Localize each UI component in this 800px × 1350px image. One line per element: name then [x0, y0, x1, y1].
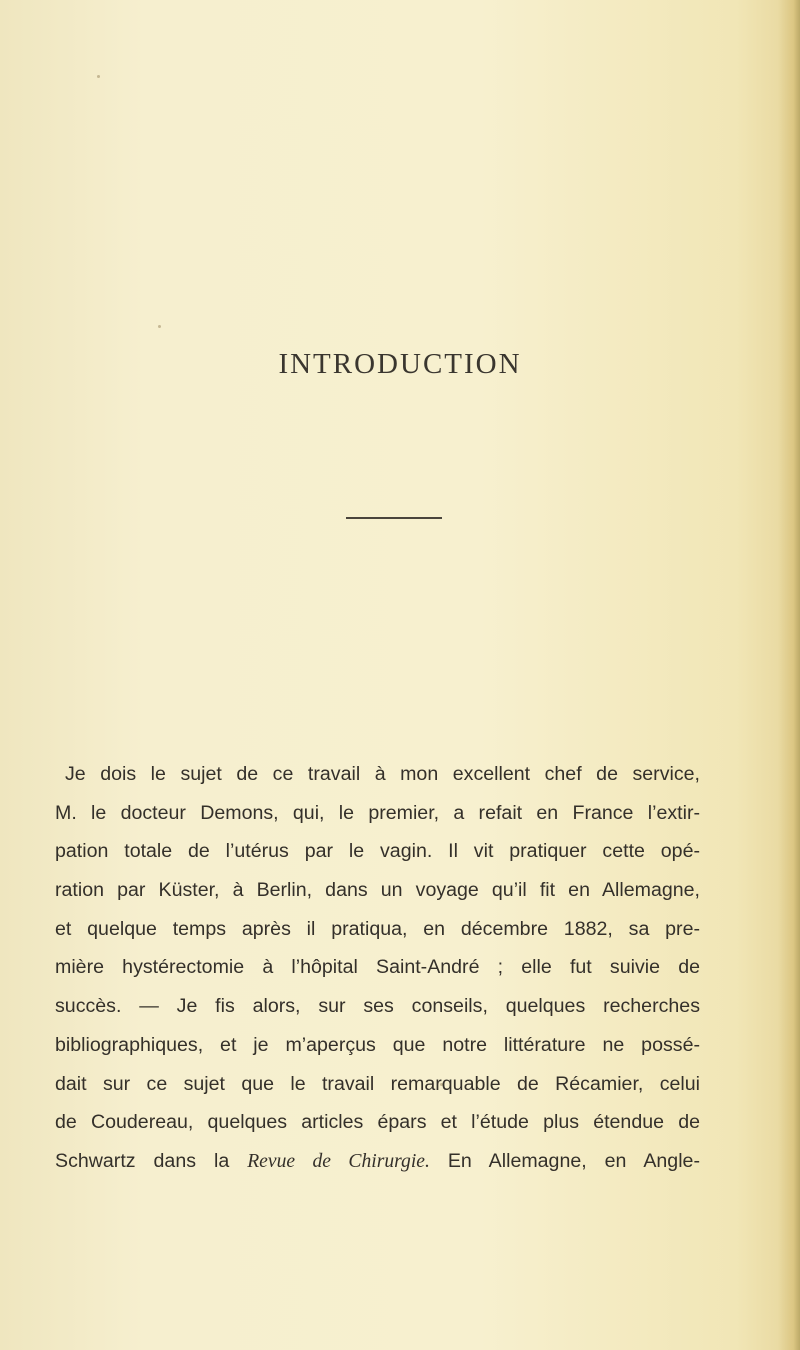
paragraph-line: bibliographiques, et je m’aperçus que notre littérature ne possé-: [55, 1033, 700, 1056]
page-title: INTRODUCTION: [278, 348, 522, 380]
paragraph-line: de Coudereau, quelques articles épars et l’étude plus étendue de: [55, 1111, 700, 1134]
paragraph-line: succès. — Je fis alors, sur ses conseils, quelques recherches: [55, 995, 700, 1018]
body-paragraph: [55, 755, 700, 1181]
paragraph-line: mière hystérectomie à l’hôpital Saint-André ; elle fut suivie de: [55, 956, 700, 979]
paper-speck: [158, 325, 161, 328]
paragraph-line: et quelque temps après il pratiqua, en décembre 1882, sa pre-: [55, 917, 700, 940]
paragraph-line: Je dois le sujet de ce travail à mon excellent chef de service,: [65, 763, 700, 785]
paragraph-line: M. le docteur Demons, qui, le premier, a refait en France l’extir-: [55, 801, 700, 824]
title-divider: [346, 517, 442, 519]
journal-title: Revue de Chirurgie.: [247, 1150, 430, 1172]
paragraph-line: dait sur ce sujet que le travail remarquable de Récamier, celui: [55, 1072, 700, 1095]
last-line-text-after: En Allemagne, en Angle-: [429, 1149, 700, 1172]
page-edge-shadow: [778, 0, 800, 1350]
paragraph-line: ration par Küster, à Berlin, dans un voyage qu’il fit en Allemagne,: [55, 879, 700, 902]
last-line-text-before: Schwartz dans la: [55, 1149, 248, 1172]
paragraph-line: pation totale de l’utérus par le vagin. Il vit pratiquer cette opé-: [55, 840, 700, 863]
paper-speck: [97, 75, 100, 78]
paragraph-last-line: [55, 1142, 700, 1181]
